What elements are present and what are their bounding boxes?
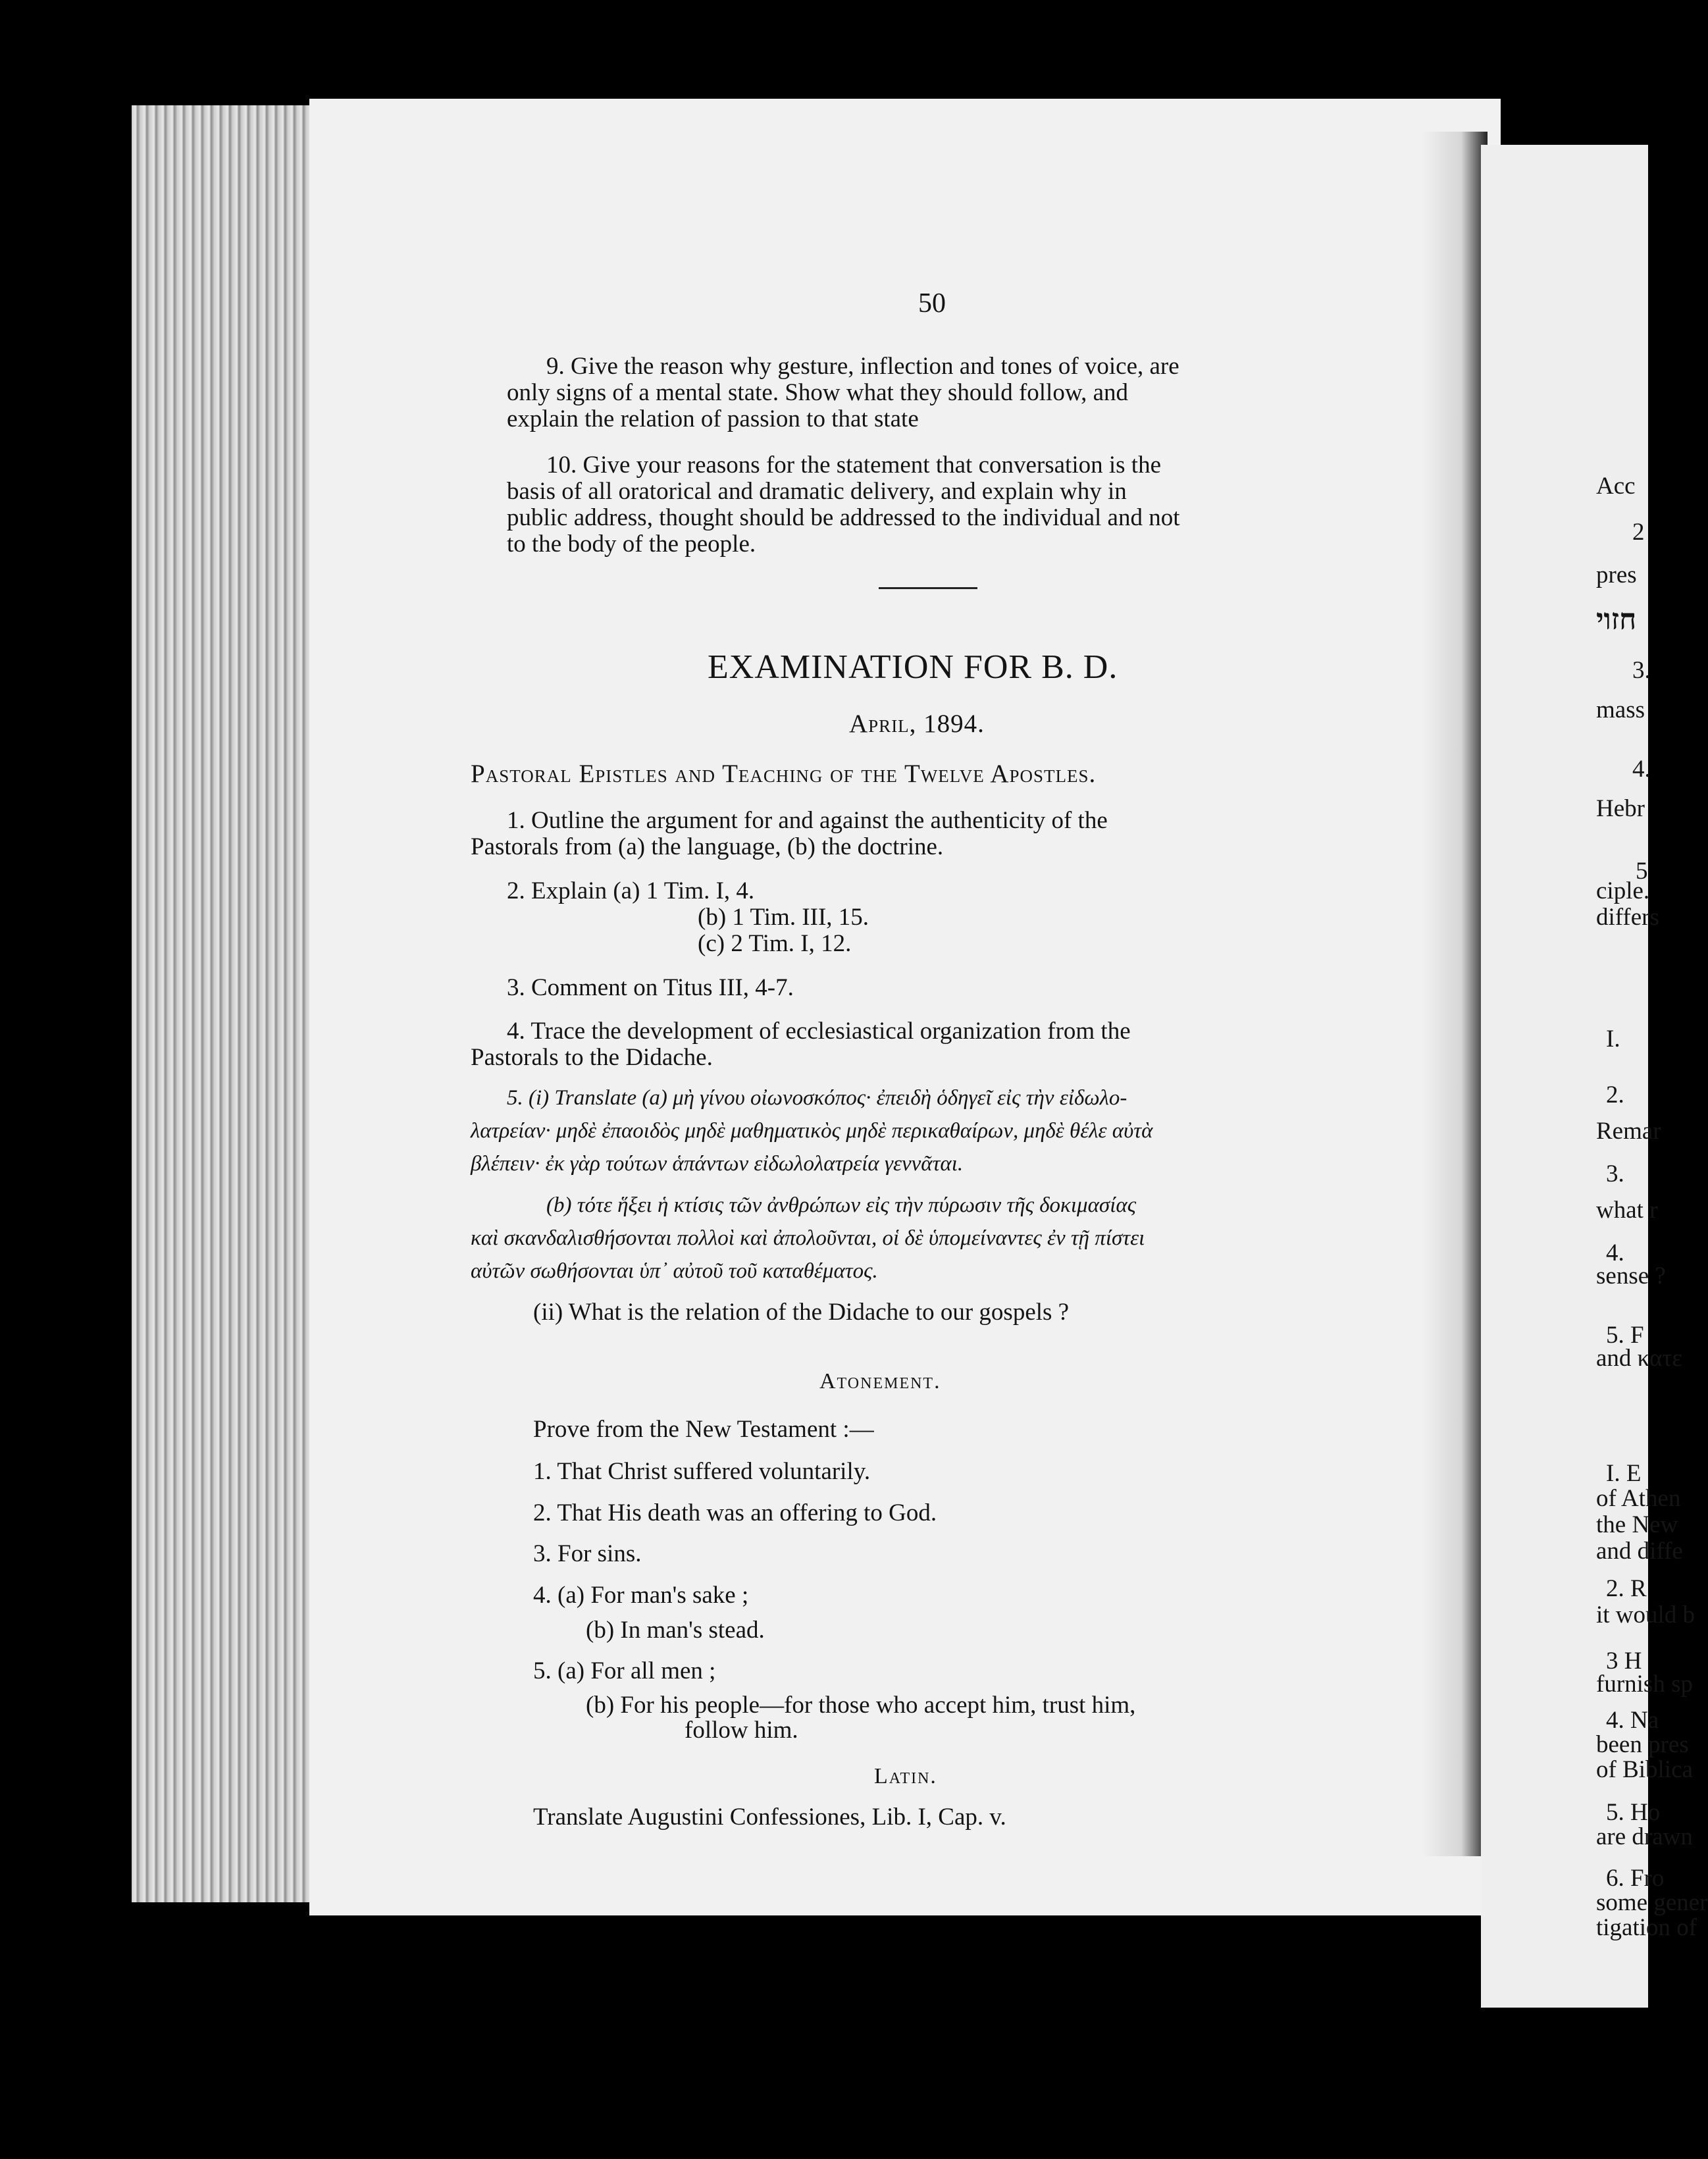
question-4-line: Pastorals to the Didache. — [471, 1044, 713, 1071]
right-page-fragment: 5. Ho — [1606, 1799, 1661, 1826]
question-2-line: 2. Explain (a) 1 Tim. I, 4. — [507, 877, 755, 904]
atonement-item: 5. (a) For all men ; — [533, 1657, 716, 1684]
question-10-line: to the body of the people. — [507, 531, 756, 558]
right-page-fragment: ciple. — [1596, 877, 1650, 904]
question-1-line: 1. Outline the argument for and against the authenticity of the — [507, 807, 1108, 834]
question-1-line: Pastorals from (a) the language, (b) the doctrine. — [471, 833, 944, 860]
right-page-fragment: sense ? — [1596, 1262, 1666, 1289]
atonement-intro: Prove from the New Testament :— — [533, 1416, 874, 1443]
right-page-fragment: Acc — [1596, 473, 1636, 500]
right-page-fragment: 4. — [1606, 1239, 1624, 1266]
question-2-line: (b) 1 Tim. III, 15. — [698, 904, 869, 931]
right-page-fragment: 5 — [1636, 858, 1648, 885]
question-10-line: public address, thought should be addressed to the individual and not — [507, 504, 1180, 531]
question-9-line: only signs of a mental state. Show what they should follow, and — [507, 379, 1129, 406]
right-page-fragment: mass — [1596, 696, 1645, 723]
latin-heading: Latin. — [874, 1764, 937, 1788]
right-page-fragment: I. E — [1606, 1460, 1642, 1487]
right-page-fragment: been pres — [1596, 1731, 1689, 1758]
right-page-fragment: what r — [1596, 1197, 1658, 1224]
question-3: 3. Comment on Titus III, 4-7. — [507, 974, 794, 1001]
atonement-item: 4. (a) For man's sake ; — [533, 1582, 749, 1609]
question-5-greek-a-line: 5. (i) Translate (a) μὴ γίνου οἰωνοσκόπος· ἐπειδὴ ὁδηγεῖ εἰς τὴν εἰδωλο- — [507, 1086, 1127, 1110]
atonement-item: (b) In man's stead. — [586, 1617, 765, 1644]
right-page-fragment: and κατε — [1596, 1345, 1682, 1372]
right-page-fragment: some gener — [1596, 1889, 1708, 1916]
right-page-fragment: חזוי — [1596, 604, 1637, 636]
question-9-line: 9. Give the reason why gesture, inflection and tones of voice, are — [546, 353, 1179, 380]
right-page-fragment: tigation of — [1596, 1914, 1697, 1941]
question-10-line: basis of all oratorical and dramatic delivery, and explain why in — [507, 478, 1127, 505]
right-page-fragment: of Athen — [1596, 1485, 1681, 1512]
right-page-fragment: 4. — [1632, 756, 1651, 783]
atonement-heading: Atonement. — [819, 1369, 941, 1393]
atonement-item: follow him. — [685, 1717, 798, 1744]
question-5-greek-b-line: αὐτῶν σωθήσονται ὑπ᾽ αὐτοῦ τοῦ καταθέματος. — [471, 1259, 878, 1283]
right-page-fragment: 3. — [1632, 657, 1651, 684]
right-page-fragment: Remar — [1596, 1118, 1661, 1145]
atonement-item: 2. That His death was an offering to God. — [533, 1499, 937, 1526]
question-5-ii: (ii) What is the relation of the Didache to our gospels ? — [533, 1299, 1070, 1326]
right-page-fragment: Hebr — [1596, 795, 1645, 822]
right-page-fragment: 4. Na — [1606, 1707, 1659, 1734]
atonement-item: (b) For his people—for those who accept him, trust him, — [586, 1692, 1136, 1719]
question-5-greek-a-line: λατρείαν· μηδὲ ἐπαοιδὸς μηδὲ μαθηματικὸς μηδὲ περικαθαίρων, μηδὲ θέλε αὐτὰ — [471, 1119, 1153, 1143]
right-page-fragment: 3. — [1606, 1160, 1624, 1187]
question-5-greek-b-line: (b) τότε ἥξει ἡ κτίσις τῶν ἀνθρώπων εἰς τὴν πύρωσιν τῆς δοκιμασίας — [546, 1193, 1137, 1217]
question-10-line: 10. Give your reasons for the statement that conversation is the — [546, 452, 1161, 479]
right-page-fragment: the New — [1596, 1511, 1678, 1538]
question-2-line: (c) 2 Tim. I, 12. — [698, 930, 852, 957]
exam-title: EXAMINATION FOR B. D. — [708, 648, 1118, 686]
right-page-fragment: I. — [1606, 1026, 1620, 1053]
right-page-fragment: differs — [1596, 904, 1659, 931]
right-page-fragment: furnish sp — [1596, 1671, 1693, 1698]
atonement-item: 3. For sins. — [533, 1540, 642, 1567]
atonement-item: 1. That Christ suffered voluntarily. — [533, 1458, 871, 1485]
page-number: 50 — [918, 288, 946, 319]
question-4-line: 4. Trace the development of ecclesiastical organization from the — [507, 1018, 1131, 1045]
book-gutter — [1422, 132, 1488, 1856]
right-page-fragment: 2. — [1606, 1081, 1624, 1108]
right-page-fragment: pres — [1596, 561, 1637, 588]
right-page-fragment: 5. F — [1606, 1322, 1644, 1349]
right-page-fragment: and diffe — [1596, 1538, 1683, 1565]
right-page-fragment: it would b — [1596, 1601, 1695, 1628]
right-page — [1481, 145, 1708, 2008]
right-page-fragment: of Biblica — [1596, 1756, 1693, 1783]
right-page-fragment: 2. R — [1606, 1575, 1647, 1602]
right-page-fragment: 2 — [1632, 519, 1645, 546]
exam-subject: Pastoral Epistles and Teaching of the Twelve Apostles. — [471, 760, 1097, 788]
section-divider — [879, 587, 977, 589]
question-5-greek-a-line: βλέπειν· ἐκ γὰρ τούτων ἁπάντων εἰδωλολατρεία γεννᾶται. — [471, 1152, 964, 1176]
right-page-fragment: are drawn — [1596, 1823, 1693, 1850]
exam-date: April, 1894. — [849, 710, 985, 738]
question-5-greek-b-line: καὶ σκανδαλισθήσονται πολλοὶ καὶ ἀπολοῦνται, οἱ δὲ ὑπομείναντες ἐν τῇ πίστει — [471, 1226, 1145, 1250]
right-page-fragment: 6. Fro — [1606, 1865, 1665, 1892]
right-page-fragment: 3 H — [1606, 1648, 1642, 1675]
latin-text: Translate Augustini Confessiones, Lib. I, Cap. v. — [533, 1804, 1006, 1831]
question-9-line: explain the relation of passion to that state — [507, 405, 919, 432]
